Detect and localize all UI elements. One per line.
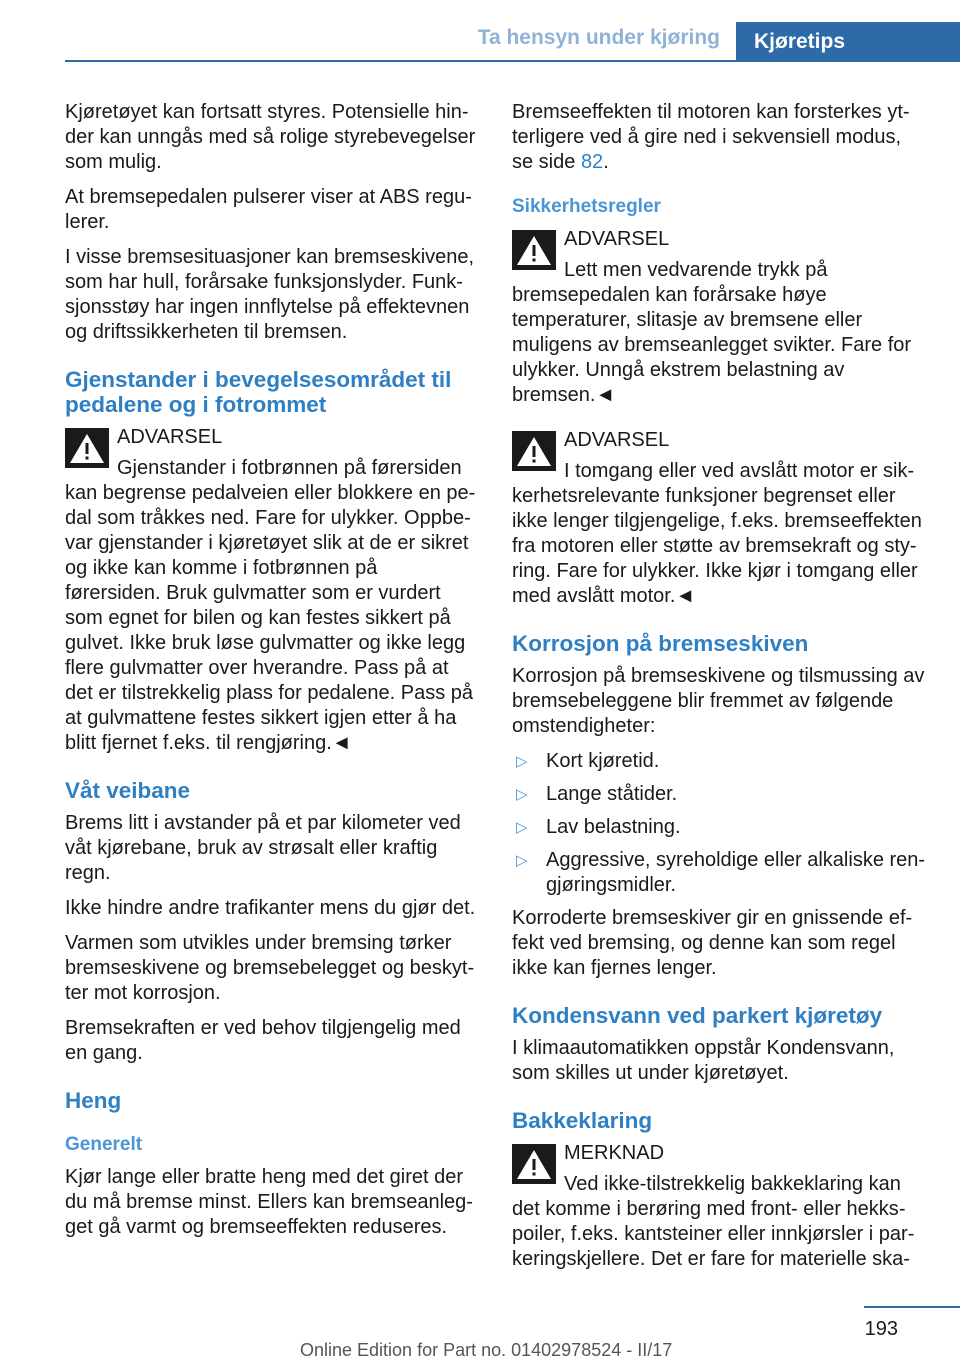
warning-title: ADVARSEL (564, 228, 670, 250)
warning-triangle-icon (65, 428, 109, 468)
warning-triangle-icon (512, 431, 556, 471)
list-item: ▷ Lav belastning. (516, 816, 681, 838)
left-column (65, 100, 478, 1250)
warning-block (512, 428, 927, 609)
right-column (512, 100, 927, 1282)
warning-title: ADVARSEL (564, 429, 670, 451)
edition-footer: Online Edition for Part no. 01402978524 - II/17 (300, 1340, 673, 1360)
page-link[interactable]: 82 (580, 151, 604, 173)
note-block (512, 1141, 927, 1272)
note-title: MERKNAD (564, 1142, 665, 1164)
bullet-triangle-icon: ▷ (516, 819, 528, 836)
warning-text: Lett men vedvarende trykk på bremsepedalen kan forårsake høye temperaturer, slitasje av bremsene eller muligens av bremseanlegget svikter. Fare for ulykker. Unngå ekstrem belastning av bremsen.◄ (512, 259, 912, 406)
paragraph-engine-braking: Bremseeffekten til motoren kan forsterkes ytterligere ved å gire ned i sekvensiell modus, se side 82. (512, 101, 910, 173)
warning-block (512, 227, 927, 408)
paragraph: Bremsekraften er ved behov tilgjengelig med en gang. (65, 1017, 461, 1064)
warning-block (65, 425, 478, 756)
paragraph: At bremsepedalen pulserer viser at ABS regulerer. (65, 186, 472, 233)
paragraph: Brems litt i avstander på et par kilometer ved våt kjørebane, bruk av strøsalt eller kraftig regn. (65, 812, 461, 884)
warning-triangle-icon (512, 230, 556, 270)
subheading-safety: Sikkerhetsregler (512, 196, 661, 217)
subheading-general: Generelt (65, 1134, 143, 1155)
bullet-triangle-icon: ▷ (516, 786, 528, 803)
list-item: ▷ Lange ståtider. (516, 783, 678, 805)
page-number: 193 (864, 1318, 898, 1340)
page-header (0, 0, 960, 62)
paragraph: Ikke hindre andre trafikanter mens du gjør det. (65, 897, 476, 919)
bullet-triangle-icon: ▷ (516, 753, 528, 770)
warning-title: ADVARSEL (117, 426, 223, 448)
header-chapter-tab: Kjøretips (736, 22, 960, 62)
header-section-title: Ta hensyn under kjøring (477, 26, 720, 49)
paragraph: Korroderte bremseskiver gir en gnissende effekt ved bremsing, og denne kan som regel ikke kan fjernes lenger. (512, 907, 913, 979)
footer-rule (864, 1306, 960, 1308)
heading-slope: Heng (65, 1088, 122, 1113)
heading-objects-footwell: Gjenstander i bevegelsesområdet til pedalene og i fotrommet (65, 367, 452, 417)
bullet-list (512, 749, 927, 898)
paragraph: Korrosjon på bremseskivene og tilsmussing av bremsebeleggene blir fremmet av følgende omstendigheter: (512, 665, 925, 737)
heading-wet-road: Våt veibane (65, 778, 191, 803)
paragraph: I klimaautomatikken oppstår Kondensvann, som skilles ut under kjøretøyet. (512, 1037, 895, 1084)
warning-text: Gjenstander i fotbrønnen på førersiden kan begrense pedalveien eller blokkere en pedal som tråkkes ned. Fare for ulykker. Oppbevar gjenstander i kjøretøyet slik at de er sikret og ikke kan komme i fotbrønnen på førersiden. Bruk gulvmatter som er vurdert som egnet for bilen og kan festes sikkert på gulvet. Ikke bruk løse gulvmatter og ikke legg flere gulvmatter over hverandre. Pass på at det er tilstrekkelig plass for pedalene. Pass på at gulvmattene festes sikkert igjen etter å ha blitt fjernet f.eks. til rengjøring.◄ (65, 457, 476, 754)
warning-triangle-icon (512, 1144, 556, 1184)
paragraph: Kjør lange eller bratte heng med det giret der du må bremse minst. Ellers kan bremseanlegget gå varmt og bremseeffekten reduseres. (65, 1166, 473, 1238)
paragraph: Varmen som utvikles under bremsing tørker bremseskivene og bremsebelegget og beskytter mot korrosjon. (65, 932, 475, 1004)
heading-ground-clearance: Bakkeklaring (512, 1108, 653, 1133)
heading-corrosion: Korrosjon på bremseskiven (512, 631, 809, 656)
paragraph: I visse bremsesituasjoner kan bremseskivene, som har hull, forårsake funksjonslyder. Funksjonsstøy har ingen innflytelse på effektevnen og driftssikkerheten til bremsen. (65, 246, 475, 343)
header-rule (65, 60, 960, 62)
list-item: ▷ Aggressive, syreholdige eller alkaliske rengjøringsmidler. (516, 849, 926, 896)
paragraph: Kjøretøyet kan fortsatt styres. Potensielle hinder kan unngås med så rolige styrebevegelser som mulig. (65, 101, 476, 173)
warning-text: I tomgang eller ved avslått motor er sikkerhetsrelevante funksjoner begrenset eller ikke lenger tilgjengelige, f.eks. bremseeffekten fra motoren eller støtte av bremsekraft og styring. Fare for ulykker. Ikke kjør i tomgang eller med avslått motor.◄ (512, 460, 922, 607)
bullet-triangle-icon: ▷ (516, 852, 528, 869)
note-text: Ved ikke-tilstrekkelig bakkeklaring kan det komme i berøring med front- eller hekkspoiler, f.eks. kantsteiner eller innkjørsler i parkeringskjellere. Det er fare for materielle ska- (512, 1173, 915, 1270)
heading-condensate: Kondensvann ved parkert kjøretøy (512, 1003, 883, 1028)
list-item: ▷ Kort kjøretid. (516, 750, 660, 772)
